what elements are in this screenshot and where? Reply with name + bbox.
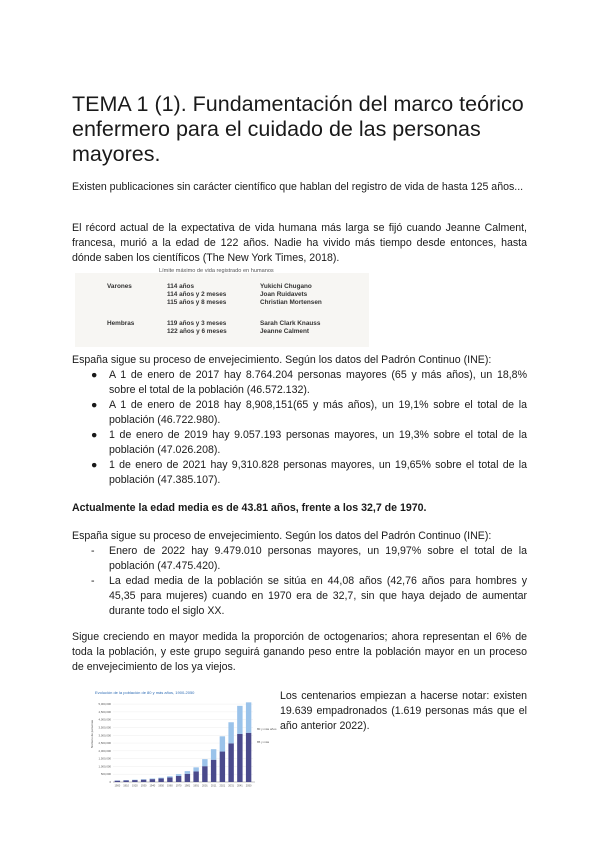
median-age-statement: Actualmente la edad media es de 43.81 años, frente a los 32,7 de 1970. <box>72 502 427 514</box>
spain-aging-paragraph-2: España sigue su proceso de envejecimiento. Según los datos del Padrón Continuo (INE): <box>72 530 492 542</box>
bar-80plus <box>185 774 190 782</box>
bar-80plus <box>246 733 251 782</box>
x-tick-label: 1991 <box>193 784 200 788</box>
spain-aging-paragraph: España sigue su proceso de envejecimiento. Según los datos del Padrón Continuo (INE): <box>72 354 492 366</box>
bar-80plus <box>123 780 128 782</box>
y-tick-label: 4,500,000 <box>98 709 111 714</box>
bar-85plus <box>202 759 207 766</box>
bullet-icon: ● <box>91 429 98 441</box>
y-tick-label: 3,000,000 <box>98 733 111 738</box>
x-tick-label: 2031 <box>228 784 235 788</box>
y-tick-label: 3,500,000 <box>98 725 111 730</box>
x-tick-label: 2011 <box>210 784 217 788</box>
bar-85plus <box>185 771 190 774</box>
list-item: ● 1 de enero de 2019 hay 9.057.193 personas mayores, un 19,3% sobre el total de la población (47.026.208). <box>91 429 527 456</box>
y-tick-label: 1,500,000 <box>98 756 111 761</box>
bars <box>115 702 252 782</box>
x-tick-label: 1920 <box>131 784 138 788</box>
chart-ylabel: Número de personas <box>90 719 94 748</box>
dash-icon: - <box>91 575 95 587</box>
x-tick-label: 1910 <box>123 784 130 788</box>
bar-85plus <box>167 776 172 777</box>
y-tick-label: 1,000,000 <box>98 764 111 769</box>
y-tick-label: 0 <box>109 780 111 784</box>
list-item: ● A 1 de enero de 2017 hay 8.764.204 personas mayores (65 y más años), un 18,8% sobre el total de la población (46.572.132). <box>91 369 527 396</box>
population-80plus-chart <box>89 688 277 792</box>
bar-80plus <box>237 734 242 782</box>
octogenarians-paragraph: Sigue creciendo en mayor medida la proporción de octogenarios; ahora representan el 6% de toda la población, y este grupo seguirá ganando peso entre la población mayor en un proceso de envejecimiento de los ya viejos. <box>72 631 527 673</box>
varones-label: Varones <box>107 283 132 290</box>
list-item: ● 1 de enero de 2021 hay 9,310.828 personas mayores, un 19,65% sobre el total de la población (47.385.107). <box>91 459 527 486</box>
bar-80plus <box>141 780 146 782</box>
x-tick-label: 2001 <box>201 784 208 788</box>
bar-80plus <box>115 781 120 782</box>
intro-paragraph: Existen publicaciones sin carácter científico que hablan del registro de vida de hasta 125 años... <box>72 181 524 193</box>
list-item: ● A 1 de enero de 2018 hay 8,908,151(65 y más años), un 19,1% sobre el total de la población (46.722.980). <box>91 399 527 426</box>
chart-svg <box>89 688 277 792</box>
dash-icon: - <box>91 545 95 557</box>
varones-names: Yukichi Chugano Joan Ruidavets Christian Mortensen <box>260 283 322 307</box>
y-ticks <box>99 702 112 784</box>
y-tick-label: 2,000,000 <box>98 748 111 753</box>
bar-85plus <box>228 722 233 743</box>
bar-80plus <box>211 760 216 782</box>
y-tick-label: 4,000,000 <box>98 717 111 722</box>
bar-85plus <box>150 778 155 779</box>
bar-85plus <box>176 774 181 776</box>
y-tick-label: 2,500,000 <box>98 741 111 746</box>
x-tick-label: 2041 <box>236 784 243 788</box>
table-caption: Límite máximo de vida registrado en humanos <box>159 268 274 274</box>
x-tick-label: 1940 <box>149 784 156 788</box>
bar-80plus <box>132 780 137 782</box>
bullet-icon: ● <box>91 369 98 381</box>
bar-85plus <box>193 767 198 771</box>
x-ticks <box>114 784 252 788</box>
bar-85plus <box>158 778 163 779</box>
bar-80plus <box>220 752 225 782</box>
hembras-ages: 119 años y 3 meses 122 años y 6 meses <box>167 320 227 336</box>
record-paragraph: El récord actual de la expectativa de vida humana más larga se fijó cuando Jeanne Calment, francesa, murió a la edad de 122 años. Nadie ha vivido más tiempo desde entonces, hasta dónde saben los científicos (The New York Times, 2018). <box>72 222 527 264</box>
bar-80plus <box>167 777 172 782</box>
bar-80plus <box>150 779 155 782</box>
bar-80plus <box>158 778 163 782</box>
list-item: - Enero de 2022 hay 9.479.010 personas mayores, un 19,97% sobre el total de la población (47.475.420). <box>91 545 527 572</box>
bar-85plus <box>246 702 251 732</box>
legend-80: 80 y más años <box>257 727 277 731</box>
hembras-names: Sarah Clark Knauss Jeanne Calment <box>260 320 321 336</box>
stats-bullet-list <box>87 368 527 488</box>
bar-80plus <box>228 743 233 782</box>
stats-dash-list <box>87 544 527 619</box>
centenarians-paragraph: Los centenarios empiezan a hacerse notar: existen 19.639 empadronados (1.619 personas más que el año anterior 2022). <box>280 690 527 732</box>
bullet-icon: ● <box>91 459 98 471</box>
y-tick-label: 500,000 <box>100 772 111 777</box>
bar-85plus <box>211 749 216 760</box>
x-tick-label: 1970 <box>175 784 182 788</box>
x-tick-label: 1981 <box>184 784 191 788</box>
legend-85: 85 y más <box>257 740 270 744</box>
y-tick-label: 5,000,000 <box>98 702 111 707</box>
x-tick-label: 1900 <box>114 784 121 788</box>
bar-80plus <box>176 776 181 782</box>
bar-85plus <box>237 706 242 734</box>
bar-80plus <box>202 766 207 782</box>
x-tick-label: 1960 <box>166 784 173 788</box>
chart-title: Evolución de la población de 80 y más años, 1900-2050 <box>95 690 195 695</box>
bar-80plus <box>193 771 198 782</box>
list-item: - La edad media de la población se sitúa en 44,08 años (42,76 años para hombres y 45,35 para mujeres) cuando en 1970 era de 32,7, sin que haya dejado de aumentar durante todo el siglo XX. <box>91 575 527 617</box>
lifespan-record-table <box>75 268 369 347</box>
x-tick-label: 1930 <box>140 784 147 788</box>
x-tick-label: 2050 <box>245 784 252 788</box>
bullet-icon: ● <box>91 399 98 411</box>
bar-85plus <box>220 736 225 751</box>
x-tick-label: 1950 <box>158 784 165 788</box>
x-tick-label: 2021 <box>219 784 226 788</box>
hembras-label: Hembras <box>107 320 135 327</box>
page-title: TEMA 1 (1). Fundamentación del marco teórico enfermero para el cuidado de las personas mayores. <box>72 92 524 166</box>
varones-ages: 114 años 114 años y 2 meses 115 años y 8 meses <box>167 283 227 307</box>
